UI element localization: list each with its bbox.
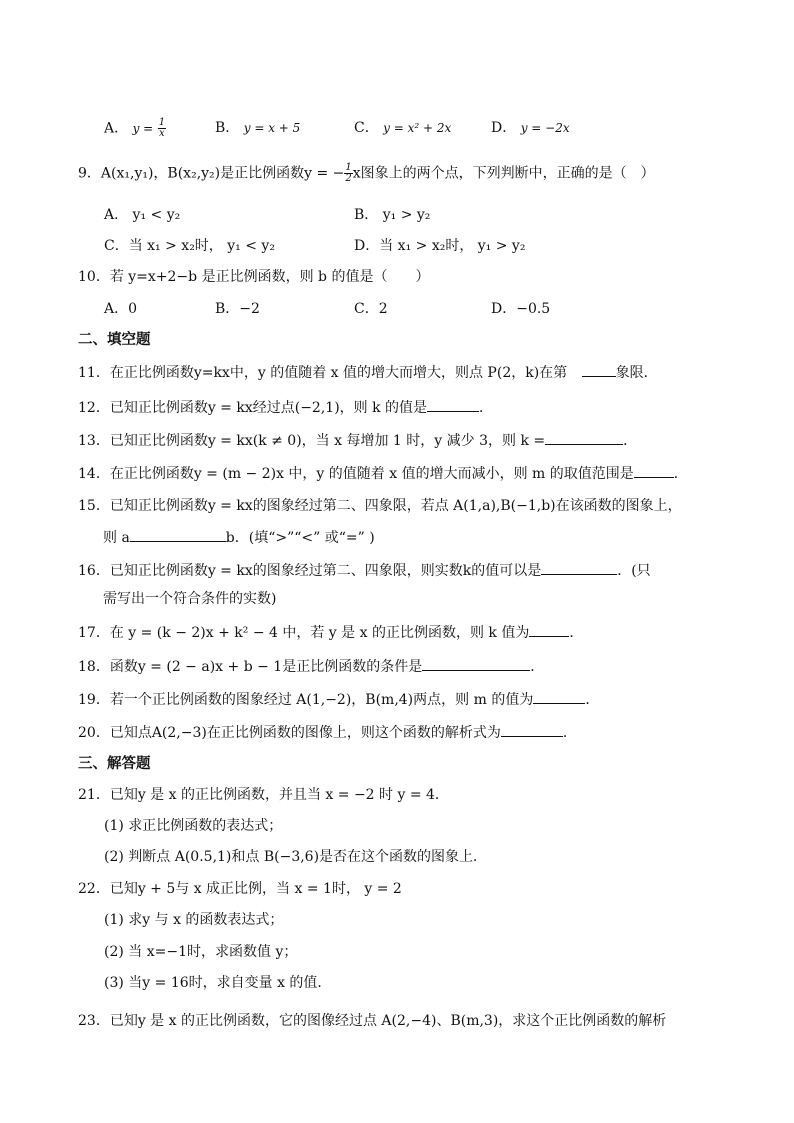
q8-option-a-lhs: y =	[132, 121, 154, 136]
q22-part1: (1) 求y 与 x 的函数表达式；	[104, 912, 284, 928]
q8-option-c-expr: y = x² + 2x	[383, 121, 452, 135]
q8-option-d-label: D．	[491, 120, 517, 136]
q18	[78, 656, 544, 677]
q16-answer-blank[interactable]	[541, 560, 617, 575]
q10-stem: 10．若 y=x+2−b 是正比例函数，则 b 的值是（ ）	[78, 269, 430, 285]
q8-option-b	[215, 118, 300, 138]
q8-option-b-expr: y = x + 5	[243, 121, 301, 135]
q8-option-c	[354, 118, 451, 138]
q20	[78, 722, 577, 743]
q16-line2: 需写出一个符合条件的实数)	[103, 591, 277, 607]
q13-answer-blank[interactable]	[545, 430, 623, 445]
q20-text: 20．已知点A(2,−3)在正比例函数的图像上，则这个函数的解析式为	[78, 725, 501, 741]
q10-option-d: D．−0.5	[491, 301, 551, 317]
q18-period: ．	[530, 659, 545, 675]
q9-option-c: C．当 x₁ > x₂时， y₁ < y₂	[104, 238, 275, 254]
q12	[78, 397, 493, 418]
q17-period: ．	[569, 625, 584, 641]
q11-answer-blank[interactable]	[582, 362, 616, 377]
q9-option-a: A． y₁ < y₂	[104, 207, 181, 223]
q8-option-a	[104, 118, 166, 139]
q19-period: ．	[585, 692, 600, 708]
q13-text: 13．已知正比例函数y = kx(k ≠ 0)，当 x 每增加 1 时，y 减少 3，则 k =	[78, 433, 546, 449]
q11-tail: 象限．	[615, 365, 658, 381]
q19	[78, 689, 599, 710]
q21-part2: (2) 判断点 A(0.5,1)和点 B(−3,6)是否在这个函数的图象上．	[104, 849, 488, 865]
q21-part1: (1) 求正比例函数的表达式；	[104, 818, 283, 834]
q8-option-d	[491, 118, 570, 138]
q8-option-d-expr: y = −2x	[520, 121, 570, 135]
q9-fraction-numerator: 1	[345, 162, 352, 173]
q15-line2	[103, 527, 375, 548]
q14-answer-blank[interactable]	[634, 463, 674, 478]
q18-answer-blank[interactable]	[422, 656, 530, 671]
q12-answer-blank[interactable]	[427, 397, 479, 412]
q12-period: ．	[479, 400, 494, 416]
q8-option-a-numerator: 1	[158, 117, 166, 128]
q23-stem: 23．已知y 是 x 的正比例函数，它的图像经过点 A(2,−4)、B(m,3)，求这个正比例函数的解析	[78, 1013, 667, 1029]
section-solve-heading: 三、解答题	[78, 756, 151, 772]
q17-answer-blank[interactable]	[529, 622, 569, 637]
q10-option-a: A．0	[104, 301, 138, 317]
q19-text: 19．若一个正比例函数的图象经过 A(1,−2)，B(m,4)两点，则 m 的值为	[78, 692, 534, 708]
q15-b-text: b．(填“>”“<” 或“=” )	[225, 530, 375, 546]
q21-stem: 21．已知y 是 x 的正比例函数，并且当 x = −2 时 y = 4．	[78, 787, 449, 803]
q15-line1: 15．已知正比例函数y = kx的图象经过第二、四象限，若点 A(1,a),B(−1,b)在该函数的图象上，	[78, 498, 682, 514]
q14-text: 14．在正比例函数y = (m − 2)x 中，y 的值随着 x 值的增大而减小，则 m 的取值范围是	[78, 466, 634, 482]
q9-fraction-denominator: 2	[345, 173, 352, 184]
q17-text: 17．在 y = (k − 2)x + k² − 4 中，若 y 是 x 的正比例函数，则 k 值为	[78, 625, 530, 641]
q14-period: ．	[673, 466, 688, 482]
q8-option-a-denominator: x	[159, 128, 165, 139]
q14	[78, 463, 688, 484]
q16-tail: ．(只	[617, 563, 651, 579]
q22-part3: (3) 当y = 16时，求自变量 x 的值．	[104, 975, 332, 991]
q16-text: 16．已知正比例函数y = kx的图象经过第二、四象限，则实数k的值可以是	[78, 563, 542, 579]
q18-text: 18．函数y = (2 − a)x + b − 1是正比例函数的条件是	[78, 659, 423, 675]
q11	[78, 362, 658, 383]
q20-answer-blank[interactable]	[501, 722, 563, 737]
q12-text: 12．已知正比例函数y = kx经过点(−2,1)，则 k 的值是	[78, 400, 428, 416]
q13	[78, 430, 637, 451]
q8-option-a-fraction	[158, 118, 166, 139]
q10-option-c: C．2	[354, 301, 388, 317]
q9-stem-b: x图象上的两个点，下列判断中，正确的是（ ）	[352, 165, 655, 182]
q15-answer-blank[interactable]	[130, 527, 226, 542]
q11-text: 11．在正比例函数y=kx中，y 的值随着 x 值的增大而增大，则点 P(2，k)在第	[78, 365, 568, 381]
q16-line1	[78, 560, 651, 581]
q20-period: ．	[562, 725, 577, 741]
q9-stem	[78, 163, 655, 184]
q10-option-b: B．−2	[215, 301, 260, 317]
q9-number: 9．	[78, 165, 101, 182]
q15-a-text: 则 a	[103, 530, 130, 546]
q19-answer-blank[interactable]	[533, 689, 585, 704]
q17	[78, 622, 583, 643]
q9-option-b: B． y₁ > y₂	[354, 207, 431, 223]
q13-period: ．	[623, 433, 638, 449]
q9-option-d: D．当 x₁ > x₂时， y₁ > y₂	[354, 238, 526, 254]
q22-part2: (2) 当 x=−1时，求函数值 y；	[104, 944, 298, 960]
q8-option-c-label: C．	[354, 120, 379, 136]
q22-stem: 22．已知y + 5与 x 成正比例，当 x = 1时， y = 2	[78, 881, 402, 897]
section-fill-in-heading: 二、填空题	[78, 332, 151, 348]
q9-fraction	[344, 163, 352, 184]
q8-option-b-label: B．	[215, 120, 240, 136]
q8-option-a-label: A．	[104, 120, 129, 137]
q9-stem-a: A(x₁,y₁)，B(x₂,y₂)是正比例函数y = −	[100, 165, 345, 182]
